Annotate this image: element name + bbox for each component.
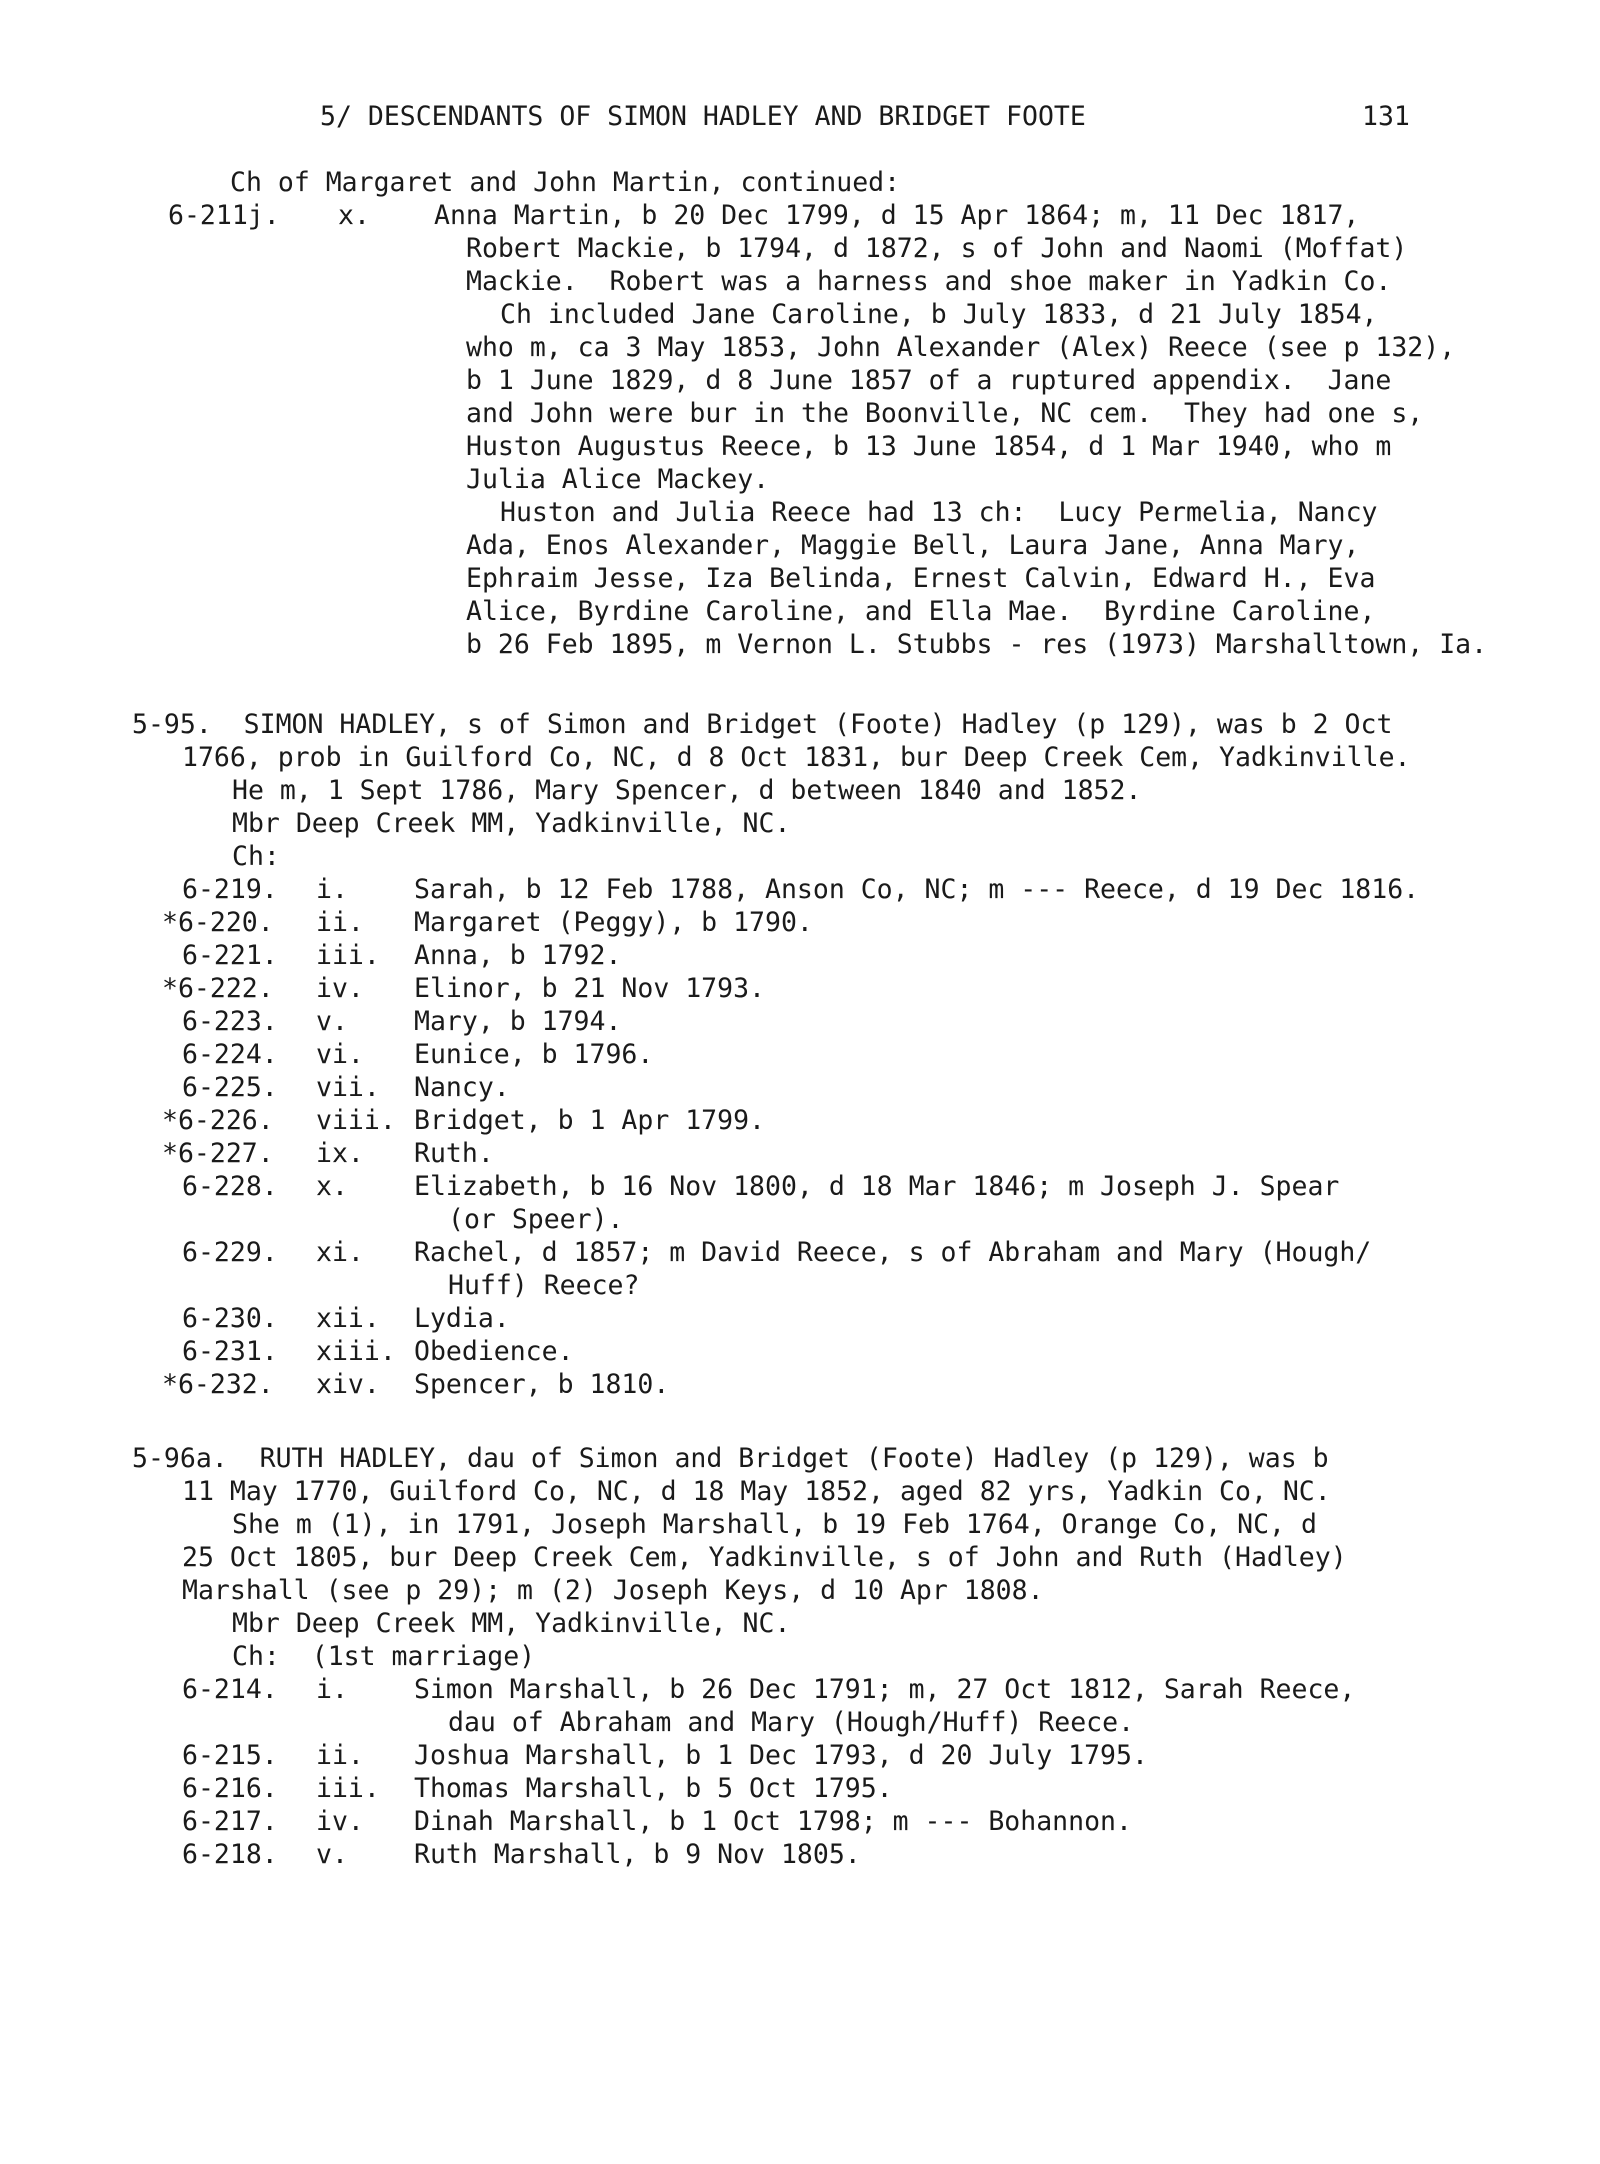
child-text: Elinor, b 21 Nov 1793. (414, 973, 765, 1004)
children-heading: Ch: (1st marriage) (232, 1641, 536, 1672)
child-number: 6-216. (182, 1773, 278, 1804)
child-text-continued: Huff) Reece? (448, 1270, 640, 1301)
children-heading: Ch: (232, 841, 280, 872)
entry-line: Ada, Enos Alexander, Maggie Bell, Laura Jane, Anna Mary, (466, 530, 1360, 561)
paragraph-line: 5-96a. RUTH HADLEY, dau of Simon and Bridget (Foote) Hadley (p 129), was b (132, 1443, 1329, 1474)
child-number: *6-220. (162, 907, 274, 938)
child-text: Joshua Marshall, b 1 Dec 1793, d 20 July 1795. (414, 1740, 1148, 1771)
paragraph-line: 1766, prob in Guilford Co, NC, d 8 Oct 1831, bur Deep Creek Cem, Yadkinville. (182, 742, 1411, 773)
child-number: 6-217. (182, 1806, 278, 1837)
child-roman: v. (316, 1839, 348, 1870)
child-roman: viii. (316, 1105, 396, 1136)
entry-line: b 1 June 1829, d 8 June 1857 of a ruptured appendix. Jane (466, 365, 1392, 396)
child-number: 6-218. (182, 1839, 278, 1870)
child-text: Margaret (Peggy), b 1790. (414, 907, 813, 938)
child-roman: i. (316, 1674, 348, 1705)
paragraph-line: She m (1), in 1791, Joseph Marshall, b 19 Feb 1764, Orange Co, NC, d (232, 1509, 1317, 1540)
child-text: Spencer, b 1810. (414, 1369, 670, 1400)
child-roman: vi. (316, 1039, 364, 1070)
child-number: *6-227. (162, 1138, 274, 1169)
child-number: 6-229. (182, 1237, 278, 1268)
entry-line: Julia Alice Mackey. (466, 464, 770, 495)
child-number: 6-231. (182, 1336, 278, 1367)
entry-line: Ephraim Jesse, Iza Belinda, Ernest Calvin, Edward H., Eva (466, 563, 1376, 594)
child-roman: ii. (316, 907, 364, 938)
entry-line: Alice, Byrdine Caroline, and Ella Mae. Byrdine Caroline, (466, 596, 1376, 627)
child-number: 6-223. (182, 1006, 278, 1037)
child-text: Nancy. (414, 1072, 510, 1103)
child-roman: iii. (316, 940, 380, 971)
entry-line: Huston and Julia Reece had 13 ch: Lucy Permelia, Nancy (500, 497, 1378, 528)
paragraph-line: Mbr Deep Creek MM, Yadkinville, NC. (232, 808, 791, 839)
entry-line: and John were bur in the Boonville, NC cem. They had one s, (466, 398, 1424, 429)
entry-line: Mackie. Robert was a harness and shoe maker in Yadkin Co. (466, 266, 1392, 297)
child-text: Elizabeth, b 16 Nov 1800, d 18 Mar 1846; m Joseph J. Spear (414, 1171, 1340, 1202)
child-roman: x. (316, 1171, 348, 1202)
entry-line: Robert Mackie, b 1794, d 1872, s of John and Naomi (Moffat) (466, 233, 1408, 264)
child-text: Bridget, b 1 Apr 1799. (414, 1105, 765, 1136)
child-roman: xi. (316, 1237, 364, 1268)
child-roman: xiii. (316, 1336, 396, 1367)
paragraph-line: Marshall (see p 29); m (2) Joseph Keys, d 10 Apr 1808. (182, 1575, 1044, 1606)
child-text: Lydia. (414, 1303, 510, 1334)
continuation-heading: Ch of Margaret and John Martin, continued: (230, 167, 901, 198)
entry-line: Anna Martin, b 20 Dec 1799, d 15 Apr 1864; m, 11 Dec 1817, (434, 200, 1360, 231)
child-number: *6-232. (162, 1369, 274, 1400)
child-number: 6-214. (182, 1674, 278, 1705)
child-text: Sarah, b 12 Feb 1788, Anson Co, NC; m --- Reece, d 19 Dec 1816. (414, 874, 1420, 905)
child-text: Simon Marshall, b 26 Dec 1791; m, 27 Oct 1812, Sarah Reece, (414, 1674, 1356, 1705)
child-number: 6-224. (182, 1039, 278, 1070)
child-roman: xii. (316, 1303, 380, 1334)
child-text: Ruth Marshall, b 9 Nov 1805. (414, 1839, 861, 1870)
entry-number: 6-211j. (168, 200, 280, 231)
paragraph-line: 11 May 1770, Guilford Co, NC, d 18 May 1852, aged 82 yrs, Yadkin Co, NC. (182, 1476, 1331, 1507)
child-number: 6-228. (182, 1171, 278, 1202)
child-roman: iv. (316, 973, 364, 1004)
paragraph-line: 25 Oct 1805, bur Deep Creek Cem, Yadkinville, s of John and Ruth (Hadley) (182, 1542, 1347, 1573)
entry-roman: x. (338, 200, 370, 231)
child-text: Rachel, d 1857; m David Reece, s of Abraham and Mary (Hough/ (414, 1237, 1372, 1268)
child-roman: iv. (316, 1806, 364, 1837)
entry-line: Ch included Jane Caroline, b July 1833, d 21 July 1854, (500, 299, 1378, 330)
child-number: 6-215. (182, 1740, 278, 1771)
child-text: Eunice, b 1796. (414, 1039, 654, 1070)
child-text: Mary, b 1794. (414, 1006, 622, 1037)
child-roman: iii. (316, 1773, 380, 1804)
child-number: *6-226. (162, 1105, 274, 1136)
child-text: Anna, b 1792. (414, 940, 622, 971)
child-text: Dinah Marshall, b 1 Oct 1798; m --- Bohannon. (414, 1806, 1132, 1837)
child-roman: v. (316, 1006, 348, 1037)
entry-line: Huston Augustus Reece, b 13 June 1854, d 1 Mar 1940, who m (466, 431, 1392, 462)
child-number: 6-225. (182, 1072, 278, 1103)
entry-line: b 26 Feb 1895, m Vernon L. Stubbs - res (1973) Marshalltown, Ia. (466, 629, 1488, 660)
child-text-continued: (or Speer). (448, 1204, 624, 1235)
child-text: Ruth. (414, 1138, 494, 1169)
child-text: Thomas Marshall, b 5 Oct 1795. (414, 1773, 893, 1804)
paragraph-line: He m, 1 Sept 1786, Mary Spencer, d between 1840 and 1852. (232, 775, 1142, 806)
child-number: 6-221. (182, 940, 278, 971)
page-number: 131 (1362, 101, 1410, 132)
child-number: 6-230. (182, 1303, 278, 1334)
paragraph-line: 5-95. SIMON HADLEY, s of Simon and Bridget (Foote) Hadley (p 129), was b 2 Oct (132, 709, 1393, 740)
child-number: 6-219. (182, 874, 278, 905)
child-text: Obedience. (414, 1336, 574, 1367)
child-roman: ii. (316, 1740, 364, 1771)
entry-line: who m, ca 3 May 1853, John Alexander (Alex) Reece (see p 132), (466, 332, 1456, 363)
child-text-continued: dau of Abraham and Mary (Hough/Huff) Reece. (448, 1707, 1135, 1738)
child-roman: vii. (316, 1072, 380, 1103)
child-roman: ix. (316, 1138, 364, 1169)
page-header-title: 5/ DESCENDANTS OF SIMON HADLEY AND BRIDGET FOOTE (320, 101, 1086, 132)
paragraph-line: Mbr Deep Creek MM, Yadkinville, NC. (232, 1608, 791, 1639)
child-number: *6-222. (162, 973, 274, 1004)
child-roman: xiv. (316, 1369, 380, 1400)
child-roman: i. (316, 874, 348, 905)
